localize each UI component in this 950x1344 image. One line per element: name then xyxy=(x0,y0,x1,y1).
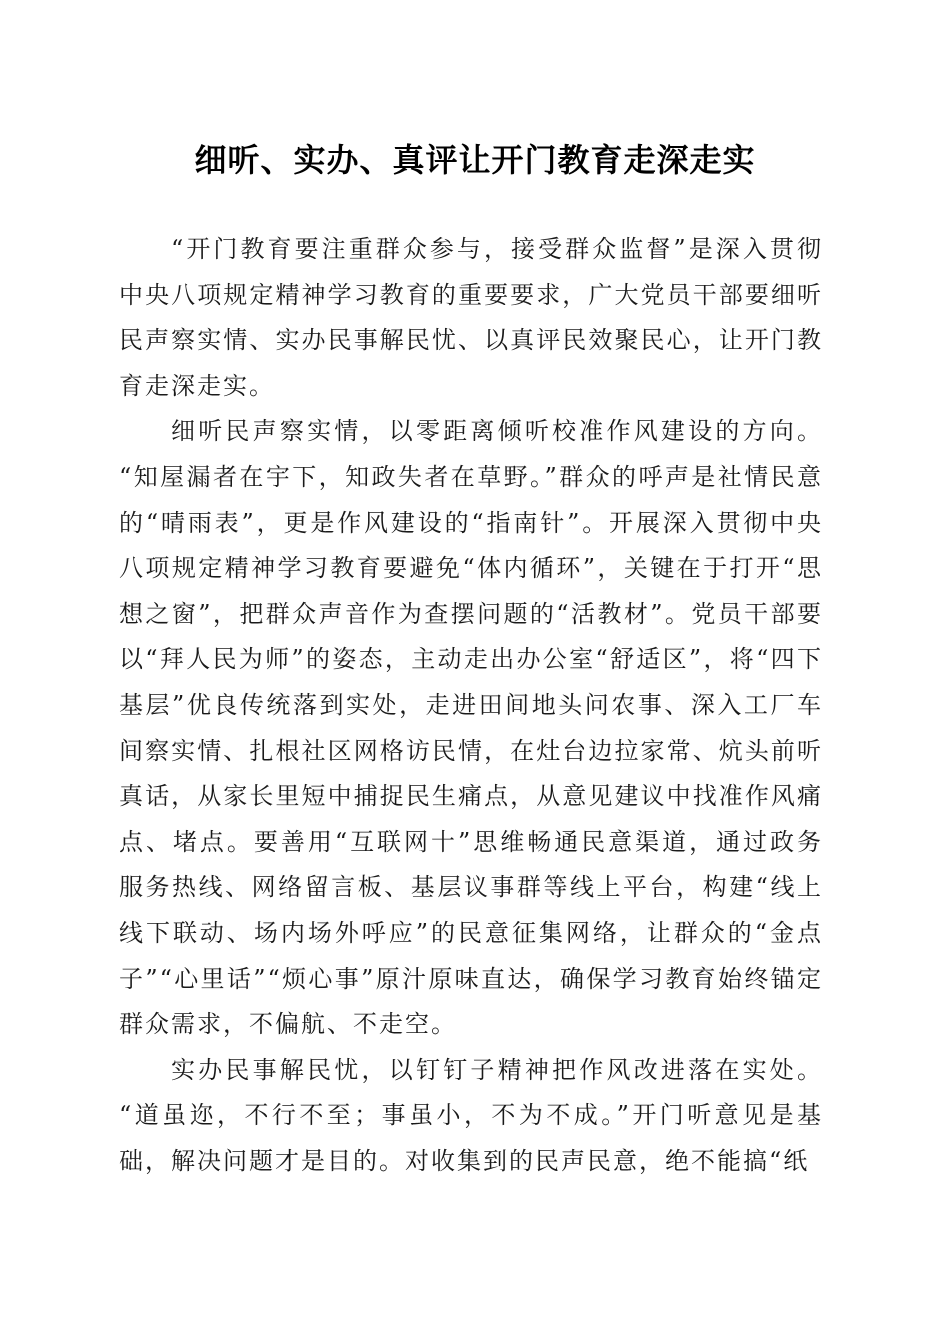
paragraph-3: 实办民事解民忧，以钉钉子精神把作风改进落在实处。“道虽迩，不行不至；事虽小，不为不成。”开门听意见是基础，解决问题才是目的。对收集到的民声民意，绝不能搞“纸 xyxy=(119,1055,823,1175)
paragraph-2: 细听民声察实情，以零距离倾听校准作风建设的方向。“知屋漏者在宇下，知政失者在草野。”群众的呼声是社情民意的“晴雨表”，更是作风建设的“指南针”。开展深入贯彻中央八项规定精神学习教育要避免“体内循环”，关键在于打开“思想之窗”，把群众声音作为查摆问题的“活教材”。党员干部要以“拜人民为师”的姿态，主动走出办公室“舒适区”，将“四下基层”优良传统落到实处，走进田间地头问农事、深入工厂车间察实情、扎根社区网格访民情，在灶台边拉家常、炕头前听真话，从家长里短中捕捉民生痛点，从意见建议中找准作风痛点、堵点。要善用“互联网十”思维畅通民意渠道，通过政务服务热线、网络留言板、基层议事群等线上平台，构建“线上线下联动、场内场外呼应”的民意征集网络，让群众的“金点子”“心里话”“烦心事”原汁原味直达，确保学习教育始终锚定群众需求，不偏航、不走空。 xyxy=(119,417,823,1039)
paragraph-1: “开门教育要注重群众参与，接受群众监督”是深入贯彻中央八项规定精神学习教育的重要要求，广大党员干部要细听民声察实情、实办民事解民忧、以真评民效聚民心，让开门教育走深走实。 xyxy=(119,235,823,400)
document-body xyxy=(119,227,823,1184)
document-title: 细听、实办、真评让开门教育走深走实 xyxy=(194,141,756,179)
